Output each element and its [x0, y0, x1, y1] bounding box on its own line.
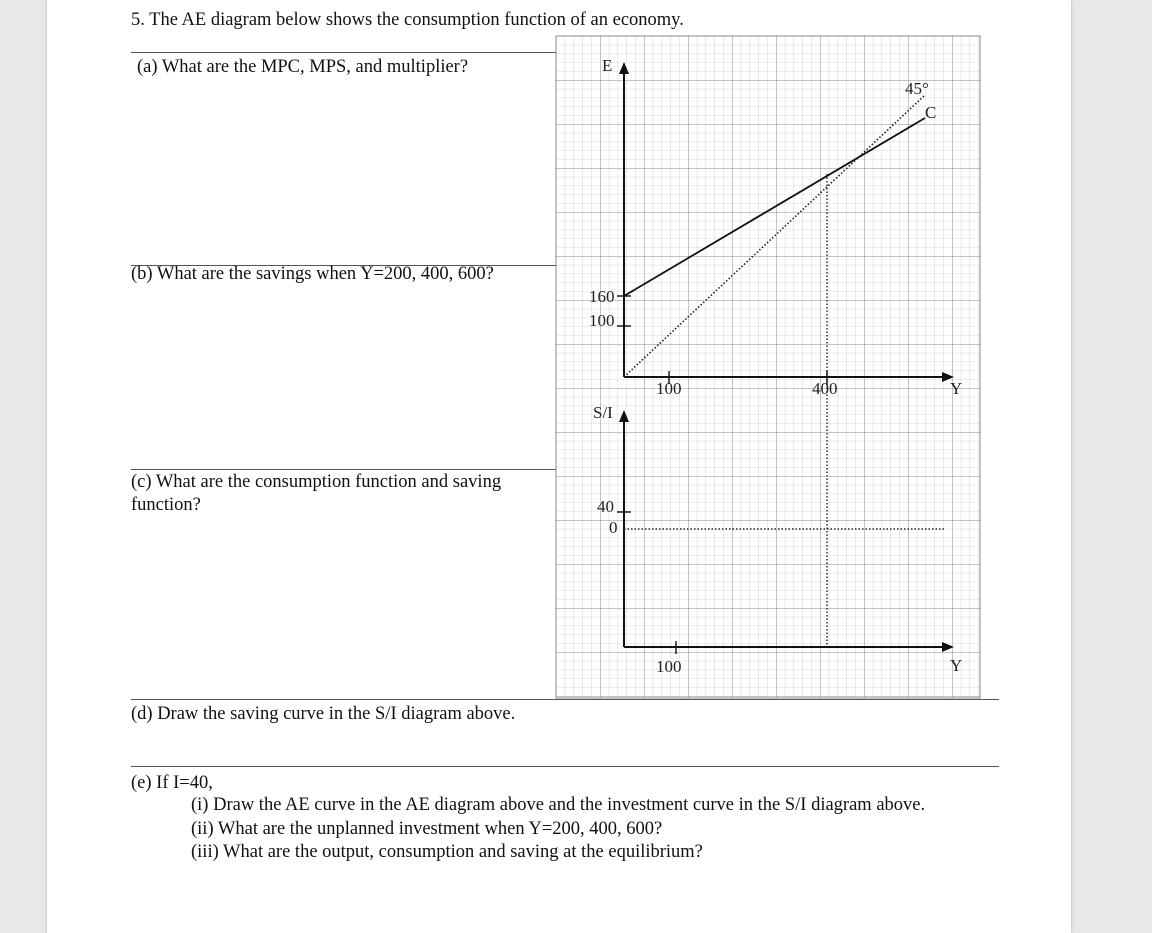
si-y-axis-label: S/I	[593, 403, 613, 422]
ae-x-tick-label-100: 100	[656, 379, 682, 398]
question-title: 5. The AE diagram below shows the consumption function of an economy.	[131, 10, 684, 30]
question-part-e-i: (i) Draw the AE curve in the AE diagram above and the investment curve in the S/I diagram above.	[191, 795, 926, 815]
question-part-c-line2: function?	[131, 495, 201, 515]
ae-y-axis-label: E	[602, 56, 613, 75]
graph-paper-major-grid	[556, 36, 980, 698]
question-part-e: (e) If I=40,	[131, 773, 213, 793]
forty-five-degree-label: 45°	[905, 79, 929, 98]
question-part-d: (d) Draw the saving curve in the S/I diagram above.	[131, 704, 516, 724]
consumption-curve-label: C	[925, 103, 937, 122]
si-y-tick-label-0: 0	[609, 518, 618, 537]
ae-x-tick-label-400: 400	[812, 379, 838, 398]
si-x-tick-label-100: 100	[656, 657, 682, 676]
question-part-c-line1: (c) What are the consumption function and saving	[131, 472, 502, 492]
si-x-axis-label: Y	[950, 656, 963, 675]
ae-y-tick-label-100: 100	[589, 311, 615, 330]
question-part-a: (a) What are the MPC, MPS, and multiplier?	[137, 57, 469, 77]
ae-y-tick-label-160: 160	[589, 287, 615, 306]
ae-x-axis-label: Y	[950, 379, 963, 398]
question-part-e-ii: (ii) What are the unplanned investment when Y=200, 400, 600?	[191, 819, 663, 839]
si-y-tick-label-40: 40	[597, 497, 614, 516]
question-part-e-iii: (iii) What are the output, consumption and saving at the equilibrium?	[191, 842, 703, 862]
question-part-b: (b) What are the savings when Y=200, 400, 600?	[131, 264, 494, 284]
